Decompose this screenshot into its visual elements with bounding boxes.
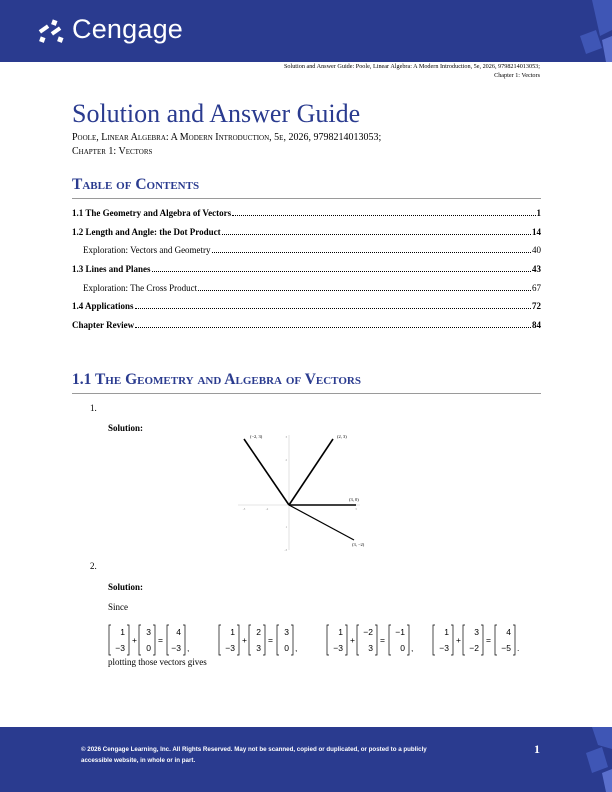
svg-text:−3: −3 xyxy=(115,643,125,653)
label-d: (3, −2) xyxy=(352,542,365,547)
y-tick: 3 xyxy=(285,435,287,439)
brand-name: Cengage xyxy=(72,14,183,44)
toc-entry[interactable]: Exploration: Vectors and Geometry 40 xyxy=(83,245,541,256)
svg-text:4: 4 xyxy=(176,627,181,637)
subtitle-line2: Chapter 1: Vectors xyxy=(72,145,153,157)
since-text: Since xyxy=(108,602,128,612)
svg-text:1: 1 xyxy=(120,627,125,637)
label-a: (−2, 3) xyxy=(250,434,263,439)
vector-b xyxy=(289,439,333,505)
vector-plot xyxy=(228,430,368,555)
svg-text:=: = xyxy=(486,635,491,645)
cengage-mark-icon xyxy=(36,15,66,45)
y-tick: -3 xyxy=(284,548,287,552)
svg-text:−3: −3 xyxy=(333,643,343,653)
page-subtitle xyxy=(72,131,381,158)
equation-2 xyxy=(219,625,297,655)
svg-text:1: 1 xyxy=(230,627,235,637)
equation-3 xyxy=(327,625,413,655)
svg-text:.: . xyxy=(517,643,520,653)
svg-text:+: + xyxy=(242,635,247,645)
problem-1-solution-label: Solution: xyxy=(108,423,144,433)
svg-text:−2: −2 xyxy=(469,643,479,653)
corner-decoration-icon xyxy=(562,0,612,62)
page-title: Solution and Answer Guide xyxy=(72,99,361,128)
x-tick: -3 xyxy=(242,507,246,511)
svg-text:−3: −3 xyxy=(439,643,449,653)
svg-text:−2: −2 xyxy=(363,627,373,637)
vector-equations xyxy=(108,624,520,656)
subtitle-line1: Poole, Linear Algebra: A Modern Introduction, 5e, 2026, 9798214013053; xyxy=(72,132,382,143)
copyright-line2: accessible website, in whole or in part. xyxy=(81,757,196,764)
equation-1 xyxy=(109,625,189,655)
cengage-logo xyxy=(36,14,183,45)
equation-4 xyxy=(433,625,519,655)
copyright-line1: © 2026 Cengage Learning, Inc. All Rights Reserved. May not be scanned, copied or duplicated, or posted to a publicly xyxy=(81,746,427,753)
problem-2-solution-label: Solution: xyxy=(108,582,144,592)
problem-1-number: 1. xyxy=(90,403,97,413)
svg-text:4: 4 xyxy=(506,627,511,637)
y-tick: 2 xyxy=(285,458,287,462)
table-of-contents xyxy=(72,208,541,339)
svg-text:3: 3 xyxy=(368,643,373,653)
toc-entry[interactable]: 1.2 Length and Angle: the Dot Product 14 xyxy=(72,226,541,237)
svg-text:,: , xyxy=(411,643,414,653)
svg-text:0: 0 xyxy=(146,643,151,653)
svg-text:1: 1 xyxy=(338,627,343,637)
svg-text:+: + xyxy=(456,635,461,645)
toc-entry[interactable]: Chapter Review 84 xyxy=(72,320,541,331)
toc-entry[interactable]: 1.1 The Geometry and Algebra of Vectors 1 xyxy=(72,208,541,218)
problem-2-number: 2. xyxy=(90,561,97,571)
svg-text:=: = xyxy=(158,635,163,645)
svg-text:3: 3 xyxy=(474,627,479,637)
svg-text:3: 3 xyxy=(284,627,289,637)
label-c: (3, 0) xyxy=(349,497,359,502)
toc-rule xyxy=(72,198,541,199)
svg-text:−3: −3 xyxy=(225,643,235,653)
toc-entry[interactable]: 1.3 Lines and Planes 43 xyxy=(72,264,541,275)
x-tick: 3 xyxy=(355,507,357,511)
svg-text:−3: −3 xyxy=(171,643,181,653)
svg-text:3: 3 xyxy=(146,627,151,637)
svg-text:,: , xyxy=(295,643,298,653)
svg-text:,: , xyxy=(187,643,190,653)
svg-text:−1: −1 xyxy=(395,627,405,637)
svg-text:=: = xyxy=(268,635,273,645)
footer-decoration-icon xyxy=(572,727,612,792)
y-tick: 1 xyxy=(285,525,287,529)
section-heading: 1.1 The Geometry and Algebra of Vectors xyxy=(72,371,361,388)
svg-text:+: + xyxy=(132,635,137,645)
running-header xyxy=(100,62,540,80)
toc-heading: Table of Contents xyxy=(72,176,200,193)
svg-text:=: = xyxy=(380,635,385,645)
svg-text:2: 2 xyxy=(256,627,261,637)
copyright-notice xyxy=(81,744,491,766)
plotting-text: plotting those vectors gives xyxy=(108,657,207,667)
svg-text:3: 3 xyxy=(256,643,261,653)
section-rule xyxy=(72,393,541,394)
svg-text:0: 0 xyxy=(400,643,405,653)
page-number: 1 xyxy=(534,742,540,756)
svg-text:0: 0 xyxy=(284,643,289,653)
x-tick: -2 xyxy=(265,507,269,511)
svg-text:1: 1 xyxy=(444,627,449,637)
toc-entry[interactable]: Exploration: The Cross Product 67 xyxy=(83,282,541,293)
vector-d xyxy=(289,505,354,540)
svg-text:+: + xyxy=(350,635,355,645)
running-header-line2: Chapter 1: Vectors xyxy=(494,72,540,79)
vector-a xyxy=(244,439,289,505)
header-band xyxy=(0,0,612,62)
svg-text:−5: −5 xyxy=(501,643,511,653)
toc-entry[interactable]: 1.4 Applications 72 xyxy=(72,301,541,312)
running-header-line1: Solution and Answer Guide: Poole, Linear Algebra: A Modern Introduction, 5e, 2026, 9798214013053; xyxy=(283,63,540,70)
label-b: (2, 3) xyxy=(337,434,347,439)
